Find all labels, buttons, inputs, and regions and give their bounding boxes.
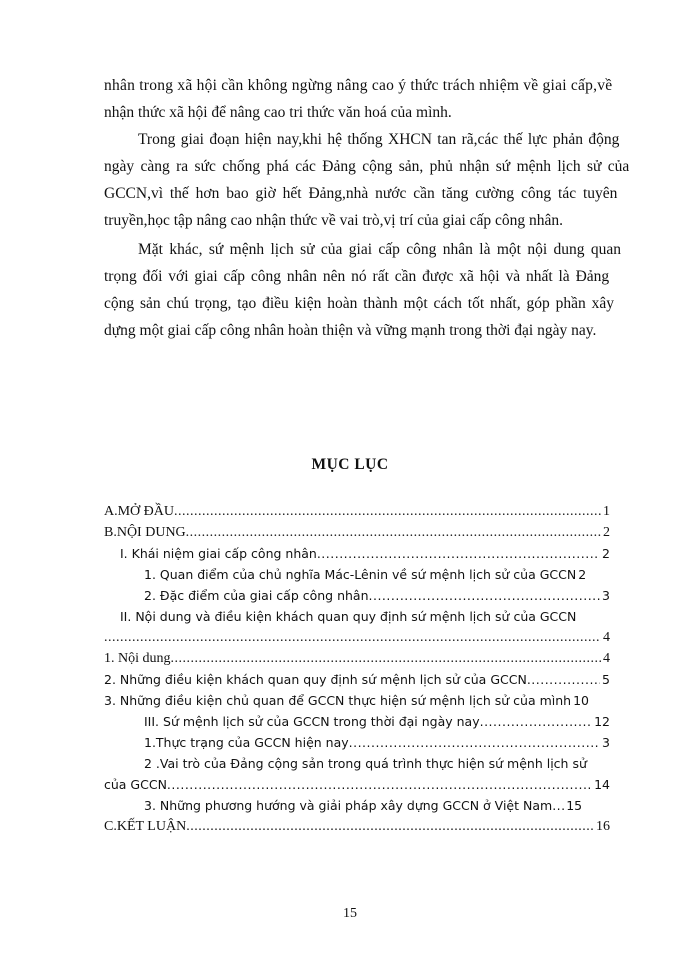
text-line: cộng sản chú trọng, tạo điều kiện hoàn thành một cách tốt nhất, góp phần xây (104, 295, 614, 312)
toc-entry-page: 3 (602, 735, 610, 750)
text-line: nhân trong xã hội cần không ngừng nâng cao ý thức trách nhiệm về giai cấp,về (104, 77, 613, 94)
text-line: Mặt khác, sứ mệnh lịch sử của giai cấp công nhân là một nội dung quan (138, 241, 622, 258)
toc-entry-text: B.NỘI DUNG (104, 525, 186, 540)
toc-entry-mo-dau[interactable] (104, 502, 610, 522)
toc-entry-page: 4 (603, 651, 610, 666)
toc-entry-text: 2 .Vai trò của Đảng cộng sản trong quá trình thực hiện sứ mệnh lịch sử (144, 756, 587, 771)
toc-entry-text: của GCCN (104, 777, 167, 792)
toc-entry-section-1-1[interactable] (104, 565, 610, 585)
toc-entry-page: 3 (602, 588, 610, 603)
text-line: trọng đối với giai cấp công nhân nên nó rất cần được xã hội và nhất là Đảng (104, 268, 610, 285)
toc-entry-section-3-2[interactable] (104, 754, 610, 774)
text-line: truyền,học tập nâng cao nhận thức về vai trò,vị trí của giai cấp công nhân. (104, 212, 564, 229)
toc-entry-noi-dung[interactable] (104, 523, 610, 543)
toc-entry-text: C.KẾT LUẬN (104, 819, 187, 834)
toc-entry-section-3-3[interactable] (104, 796, 610, 816)
toc-leader (349, 733, 600, 753)
paragraph-2 (104, 126, 634, 234)
toc-entry-section-3[interactable] (104, 712, 610, 732)
toc-entry-text: 1. Nội dung (104, 651, 171, 666)
toc-entry-text: III. Sứ mệnh lịch sử của GCCN trong thời đại ngày nay (144, 714, 480, 729)
toc-entry-page: 14 (594, 777, 610, 792)
toc-entry-section-2-cont[interactable] (104, 628, 610, 648)
toc-title: MỤC LỤC (311, 456, 389, 473)
toc-leader (171, 649, 602, 669)
toc-leader (186, 523, 601, 543)
toc-entry-page: 16 (596, 819, 610, 834)
toc-leader (167, 775, 592, 795)
toc-entry-page: 15 (566, 798, 583, 813)
toc-entry-text: 3. Những phương hướng và giải pháp xây dựng GCCN ở Việt Nam (144, 798, 553, 813)
toc-entry-page: 5 (602, 672, 610, 687)
toc-entry-text: II. Nội dung và điều kiện khách quan quy định sứ mệnh lịch sử của GCCN (120, 609, 577, 624)
toc-entry-section-1-2[interactable] (104, 586, 610, 606)
toc-entry-text: 3. Những điều kiện chủ quan để GCCN thực hiện sứ mệnh lịch sử của mình (104, 693, 572, 708)
toc-entry-text: 1. Quan điểm của chủ nghĩa Mác-Lênin về sứ mệnh lịch sử của GCCN (144, 567, 577, 582)
toc-entry-page: 10 (573, 693, 590, 708)
toc-entry-page: 2 (602, 546, 610, 561)
toc-entry-section-2-3[interactable] (104, 691, 610, 711)
toc-entry-section-2-1[interactable] (104, 649, 610, 669)
toc-leader (104, 628, 601, 648)
toc-entry-section-2[interactable] (104, 607, 610, 627)
toc-entry-section-2-2[interactable] (104, 670, 610, 690)
toc-entry-text: 2. Đặc điểm của giai cấp công nhân (144, 588, 369, 603)
toc-leader (369, 586, 601, 606)
text-line: ngày càng ra sức chống phá các Đảng cộng sản, phủ nhận sứ mệnh lịch sử của (104, 158, 630, 175)
toc-leader (480, 712, 592, 732)
page-number: 15 (343, 906, 357, 921)
toc-entry-page: 2 (578, 567, 587, 582)
toc-entry-ket-luan[interactable] (104, 817, 610, 837)
toc-leader (317, 544, 600, 564)
toc-entry-page: 4 (603, 630, 610, 645)
toc-entry-text: A.MỞ ĐẦU (104, 504, 174, 519)
toc-leader (174, 502, 601, 522)
paragraph-3 (104, 236, 634, 344)
toc-entry-page: 1 (603, 504, 610, 519)
toc-entry-text: 2. Những điều kiện khách quan quy định sứ mệnh lịch sử của GCCN (104, 672, 527, 687)
toc-leader (552, 796, 564, 816)
toc-entry-page: 12 (594, 714, 610, 729)
toc-leader (186, 817, 594, 837)
toc-entry-text: I. Khái niệm giai cấp công nhân (120, 546, 317, 561)
text-line: nhận thức xã hội để nâng cao tri thức văn hoá của mình. (104, 104, 452, 121)
toc-entry-section-1[interactable] (104, 544, 610, 564)
text-line: GCCN,vì thế hơn bao giờ hết Đảng,nhà nước cần tăng cường công tác tuyên (104, 185, 618, 202)
toc-entry-section-3-2-cont[interactable] (104, 775, 610, 795)
toc-leader (527, 670, 600, 690)
toc-entry-text: 1.Thực trạng của GCCN hiện nay (144, 735, 349, 750)
toc-entry-section-3-1[interactable] (104, 733, 610, 753)
toc-entry-page: 2 (603, 525, 610, 540)
paragraph-1 (104, 72, 634, 126)
text-line: Trong giai đoạn hiện nay,khi hệ thống XHCN tan rã,các thế lực phản động (138, 131, 620, 148)
text-line: dựng một giai cấp công nhân hoàn thiện và vững mạnh trong thời đại ngày nay. (104, 322, 597, 339)
